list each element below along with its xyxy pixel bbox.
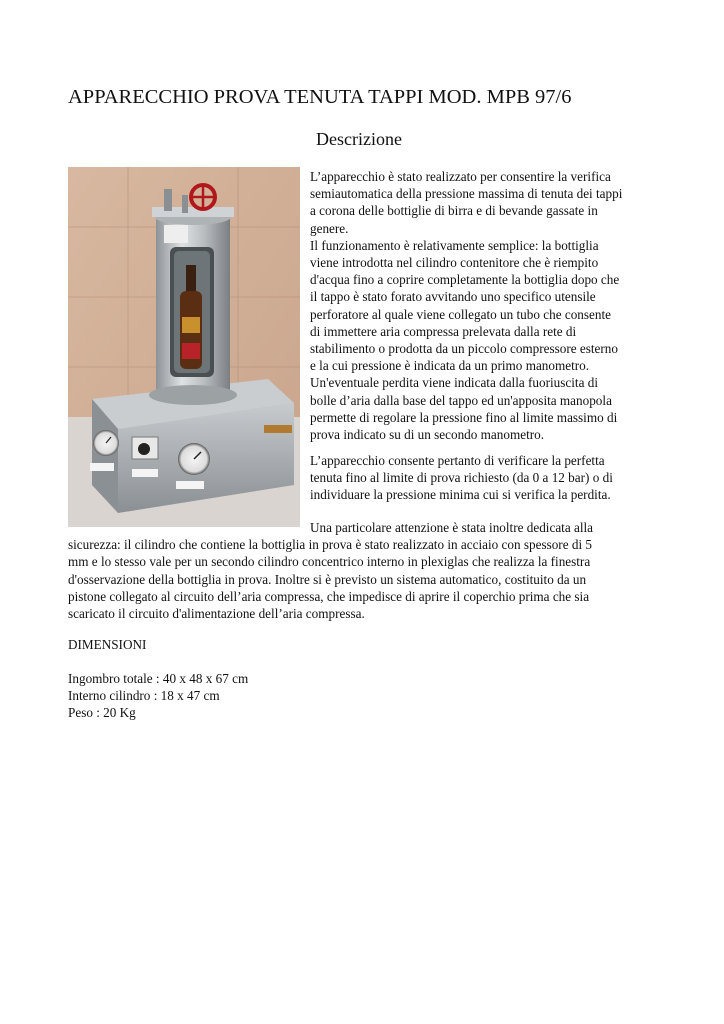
text-line: genere. — [310, 220, 349, 236]
text-line: d'osservazione della bottiglia in prova. Inoltre si è previsto un sistema automatico, costituito da un — [68, 571, 587, 587]
text-line: Il funzionamento è relativamente semplice: la bottiglia — [310, 237, 599, 253]
text-line: viene introdotta nel cilindro contenitore che è riempito — [310, 255, 599, 271]
text-line: e la cui pressione è indicata da un primo manometro. — [310, 358, 590, 374]
section-title: Descrizione — [316, 129, 402, 149]
text-line: stabilimento o prodotta da un piccolo compressore esterno — [310, 341, 618, 357]
text-line: a corona delle bottiglie di birra e di bevande gassate in — [310, 203, 598, 219]
text-line: il tappo è stato forato avvitando uno specifico utensile — [310, 289, 596, 305]
text-line: L’apparecchio è stato realizzato per consentire la verifica — [310, 169, 611, 184]
text-line: di immettere aria compressa prelevata dalla rete di — [310, 323, 577, 339]
text-line: bolle d’aria dalla base del tappo ed un'apposita manopola — [310, 392, 612, 408]
dimension-item: Interno cilindro : 18 x 47 cm — [68, 688, 220, 704]
text-line: semiautomatica della pressione massima di tenuta dei tappi — [310, 186, 623, 202]
text-line: Un'eventuale perdita viene indicata dalla fuoriuscita di — [310, 375, 598, 391]
text-line: L’apparecchio consente pertanto di verificare la perfetta — [310, 453, 605, 468]
page-title: APPARECCHIO PROVA TENUTA TAPPI MOD. MPB 97/6 — [68, 86, 572, 108]
dimension-item: Ingombro totale : 40 x 48 x 67 cm — [68, 671, 249, 686]
text-line: scaricato il circuito d'alimentazione dell’aria compressa. — [68, 606, 365, 622]
text-line: pistone collegato al circuito dell’aria compressa, che impedisce di aprire il coperchio prima che sia — [68, 588, 590, 604]
text-line: sicurezza: il cilindro che contiene la bottiglia in prova è stato realizzato in acciaio con spessore di 5 — [68, 537, 592, 553]
text-line: mm e lo stesso vale per un secondo cilindro concentrico interno in plexiglas che realizza la finestra — [68, 554, 591, 570]
dimension-item: Peso : 20 Kg — [68, 705, 136, 721]
capability-paragraph — [310, 452, 660, 504]
text-line: prova indicato su di un secondo manometro. — [310, 427, 545, 443]
text-line: d'acqua fino a coprire completamente la bottiglia dopo che — [310, 272, 620, 288]
text-line: individuare la pressione minima cui si verifica la perdita. — [310, 487, 611, 503]
safety-paragraph — [68, 519, 660, 622]
text-line: tenuta fino al limite di prova richiesto (da 0 a 12 bar) o di — [310, 470, 613, 486]
text-line: permette di regolare la pressione fino al limite massimo di — [310, 409, 618, 425]
text-line: perforatore al quale viene collegato un tubo che consente — [310, 306, 611, 322]
dimensions-heading: DIMENSIONI — [68, 637, 147, 652]
product-photo — [68, 167, 300, 527]
text-line: Una particolare attenzione è stata inoltre dedicata alla — [310, 520, 594, 535]
intro-paragraph — [310, 168, 660, 443]
dimensions-list — [68, 670, 248, 722]
